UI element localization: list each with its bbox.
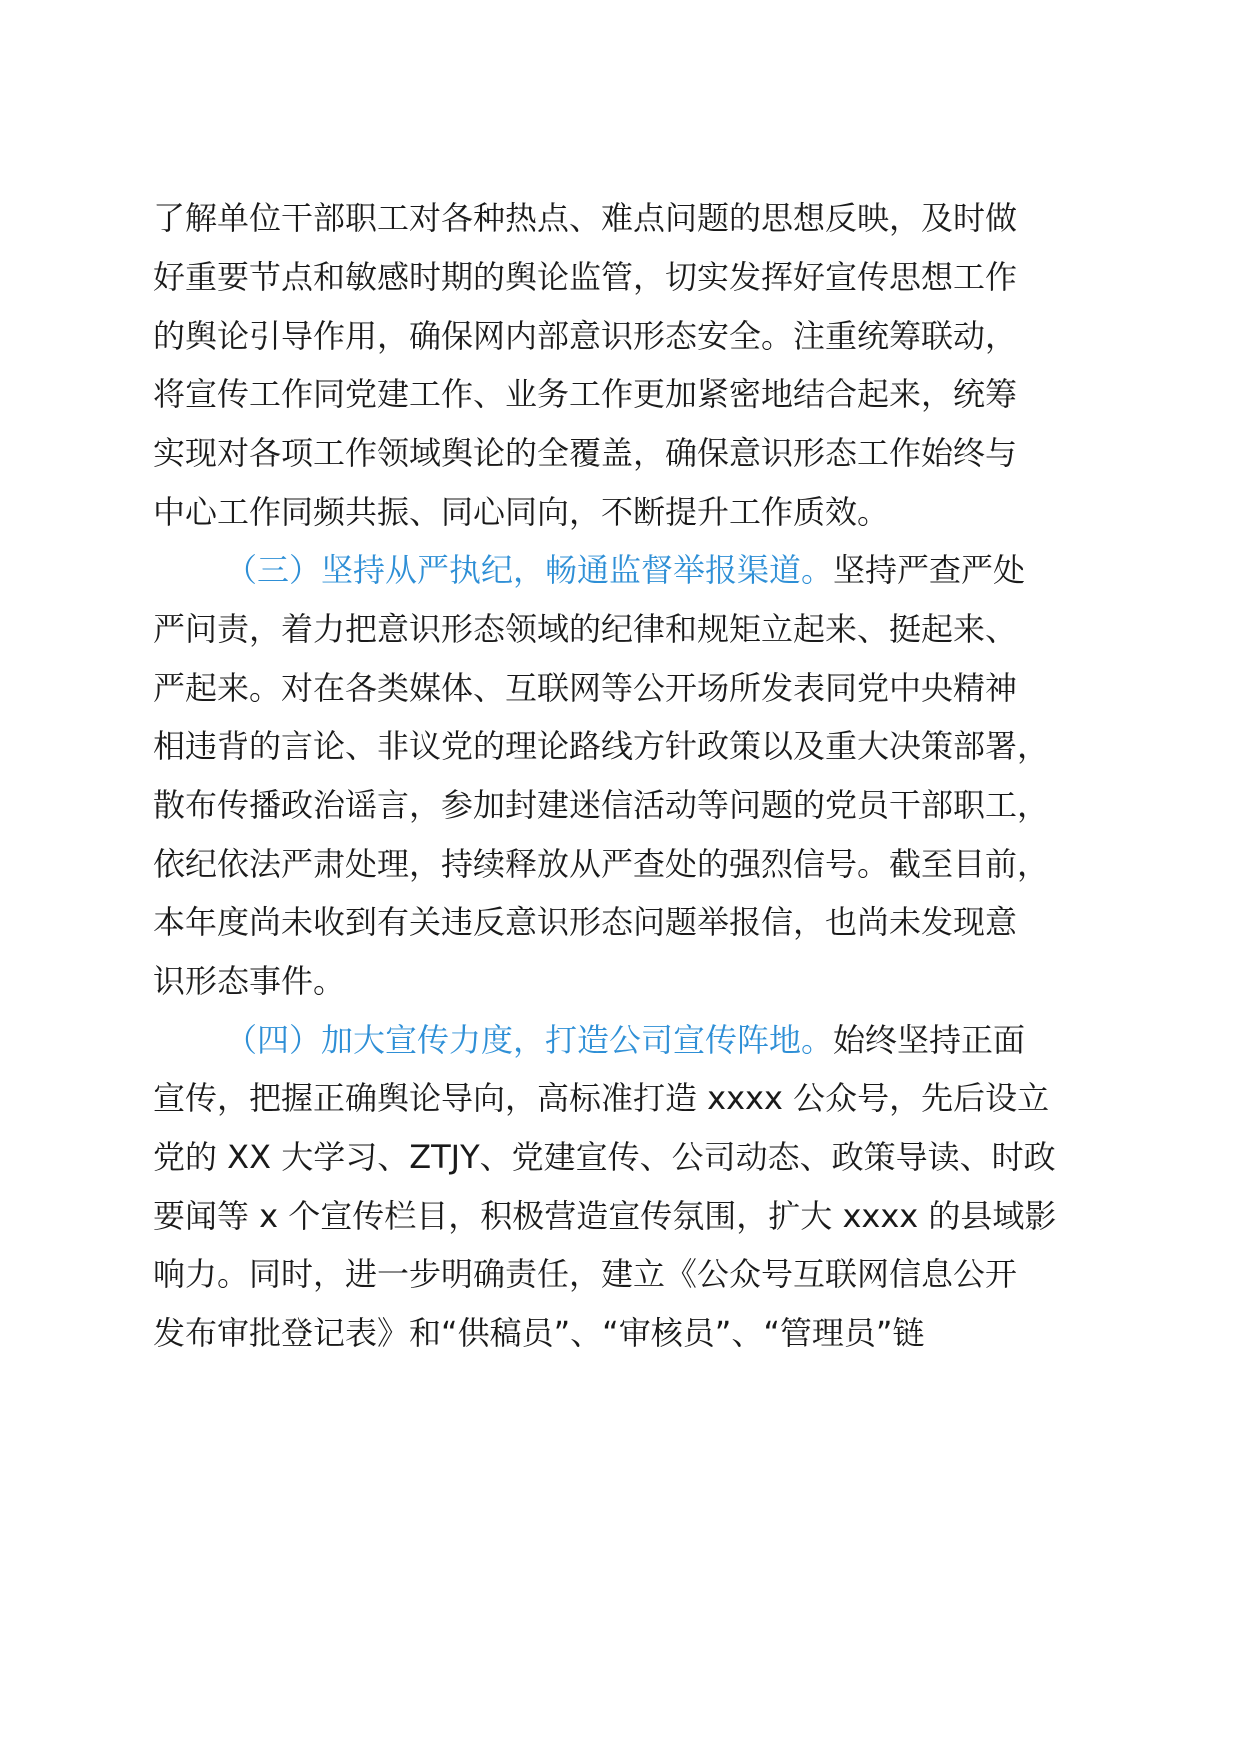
paragraph-line: 依纪依法严肃处理，持续释放从严查处的强烈信号。截至目前， (153, 845, 1050, 883)
paragraph-line: 相违背的言论、非议党的理论路线方针政策以及重大决策部署， (153, 727, 1050, 765)
paragraph-line: 好重要节点和敏感时期的舆论监管，切实发挥好宣传思想工作 (153, 258, 1018, 296)
paragraph-line: 的舆论引导作用，确保网内部意识形态安全。注重统筹联动， (153, 317, 1018, 355)
paragraph-line: 发布审批登记表》和“供稿员”、“审核员”、“管理员”链 (153, 1314, 925, 1352)
section-3-first-line (225, 537, 1025, 603)
section-4-lead-text: 始终坚持正面 (833, 1021, 1026, 1059)
paragraph-line: 要闻等 x 个宣传栏目，积极营造宣传氛围，扩大 xxxx 的县域影 (153, 1197, 1057, 1235)
paragraph-line: 实现对各项工作领域舆论的全覆盖，确保意识形态工作始终与 (153, 434, 1018, 472)
paragraph-line: 散布传播政治谣言，参加封建迷信活动等问题的党员干部职工， (153, 786, 1050, 824)
paragraph-line: 中心工作同频共振、同心同向，不断提升工作质效。 (153, 493, 890, 531)
paragraph-line: 严起来。对在各类媒体、互联网等公开场所发表同党中央精神 (153, 669, 1018, 707)
paragraph-line: 严问责，着力把意识形态领域的纪律和规矩立起来、挺起来、 (153, 610, 1018, 648)
paragraph-line: 宣传，把握正确舆论导向，高标准打造 xxxx 公众号，先后设立 (153, 1079, 1050, 1117)
section-3-lead-text: 坚持严查严处 (833, 551, 1026, 589)
section-4-first-line (225, 1007, 1025, 1073)
section-3-heading: （三）坚持从严执纪，畅通监督举报渠道。 (225, 551, 834, 589)
paragraph-line: 了解单位干部职工对各种热点、难点问题的思想反映，及时做 (153, 199, 1018, 237)
paragraph-line: 党的 XX 大学习、ZTJY、党建宣传、公司动态、政策导读、时政 (153, 1138, 1056, 1176)
paragraph-line: 将宣传工作同党建工作、业务工作更加紧密地结合起来，统筹 (153, 375, 1018, 413)
paragraph-line: 本年度尚未收到有关违反意识形态问题举报信，也尚未发现意 (153, 903, 1018, 941)
paragraph-line: 响力。同时，进一步明确责任，建立《公众号互联网信息公开 (153, 1255, 1018, 1293)
section-4-heading: （四）加大宣传力度，打造公司宣传阵地。 (225, 1021, 834, 1059)
paragraph-line: 识形态事件。 (153, 962, 346, 1000)
